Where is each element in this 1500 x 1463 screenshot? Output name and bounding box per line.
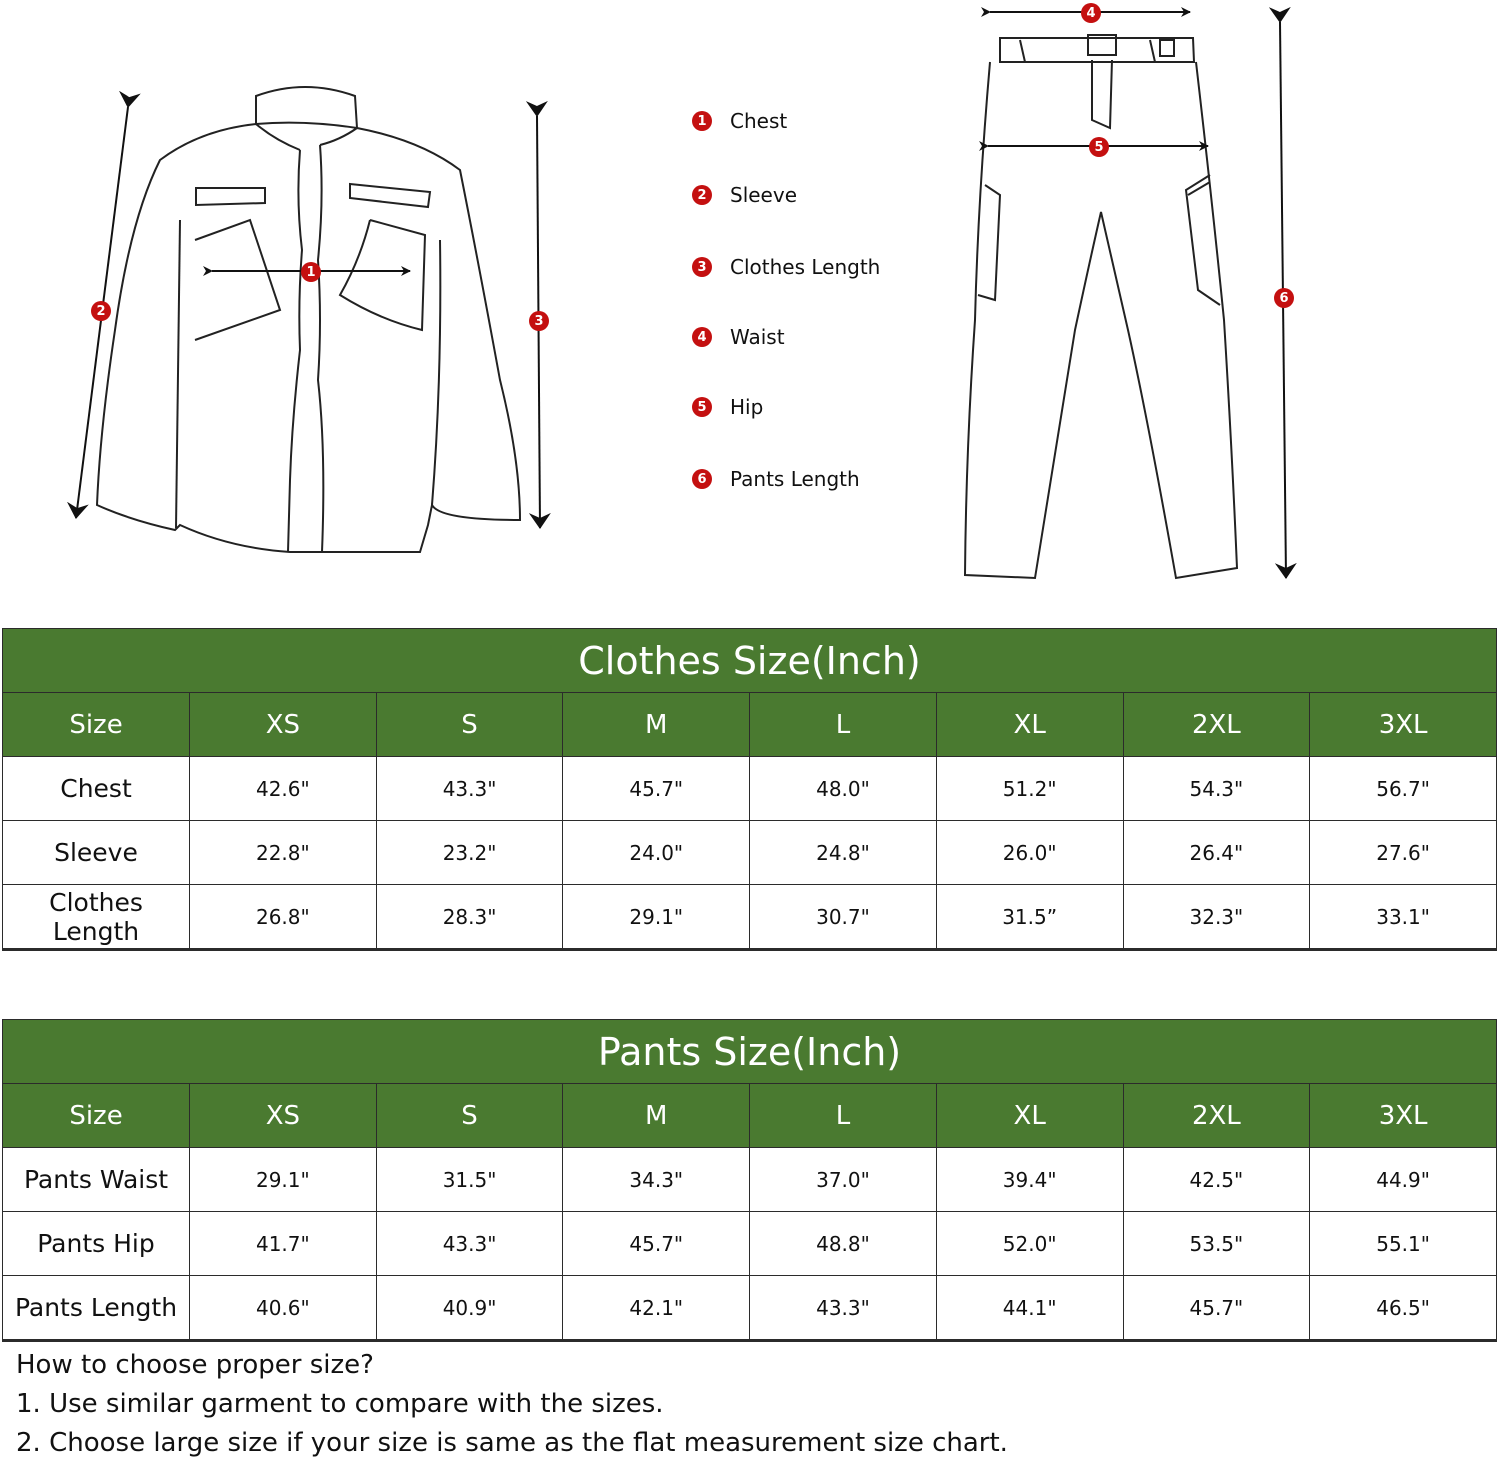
table-row <box>3 1276 1497 1341</box>
notes-line-1: 1. Use similar garment to compare with the sizes. <box>16 1389 664 1419</box>
table-cell: 28.3" <box>376 885 563 950</box>
notes-heading: How to choose proper size? <box>16 1350 374 1380</box>
table-cell: 51.2" <box>936 757 1123 821</box>
legend-number: 4 <box>692 327 712 347</box>
table-cell: 44.9" <box>1310 1148 1497 1212</box>
sleeve-marker: 2 <box>91 301 111 321</box>
table-cell: 40.6" <box>190 1276 377 1341</box>
table-cell: 53.5" <box>1123 1212 1310 1276</box>
table-cell: 46.5" <box>1310 1276 1497 1341</box>
pants-length-marker: 6 <box>1274 288 1294 308</box>
table-cell: 45.7" <box>563 1212 750 1276</box>
row-label: Chest <box>3 757 190 821</box>
pants-size-table <box>2 1019 1497 1342</box>
table-cell: 33.1" <box>1310 885 1497 950</box>
table-cell: 42.1" <box>563 1276 750 1341</box>
table-cell: 43.3" <box>750 1276 937 1341</box>
row-label: Sleeve <box>3 821 190 885</box>
notes-line-2: 2. Choose large size if your size is same as the flat measurement size chart. <box>16 1428 1008 1458</box>
table-cell: 23.2" <box>376 821 563 885</box>
legend-number: 2 <box>692 185 712 205</box>
header-cell: M <box>563 693 750 757</box>
legend-number: 3 <box>692 257 712 277</box>
table-cell: 26.4" <box>1123 821 1310 885</box>
garment-illustration <box>0 0 1500 600</box>
table-cell: 41.7" <box>190 1212 377 1276</box>
table-cell: 52.0" <box>936 1212 1123 1276</box>
table-cell: 39.4" <box>936 1148 1123 1212</box>
table-row <box>3 757 1497 821</box>
table-title-row <box>3 1020 1497 1084</box>
legend-item-clothes-length <box>692 254 880 280</box>
legend-label: Chest <box>730 109 788 133</box>
table-cell: 26.0" <box>936 821 1123 885</box>
table-cell: 34.3" <box>563 1148 750 1212</box>
table-header-row <box>3 693 1497 757</box>
clothes-size-table <box>2 628 1497 951</box>
table-cell: 44.1" <box>936 1276 1123 1341</box>
legend-number: 6 <box>692 469 712 489</box>
table-cell: 26.8" <box>190 885 377 950</box>
table-cell: 24.0" <box>563 821 750 885</box>
table-cell: 42.6" <box>190 757 377 821</box>
table-header-row <box>3 1084 1497 1148</box>
header-cell: XL <box>936 693 1123 757</box>
table-cell: 31.5” <box>936 885 1123 950</box>
header-cell: M <box>563 1084 750 1148</box>
table-cell: 45.7" <box>1123 1276 1310 1341</box>
table-row <box>3 1212 1497 1276</box>
table-cell: 40.9" <box>376 1276 563 1341</box>
header-cell: S <box>376 693 563 757</box>
header-cell: Size <box>3 693 190 757</box>
table-cell: 48.8" <box>750 1212 937 1276</box>
header-cell: 3XL <box>1310 1084 1497 1148</box>
table-cell: 32.3" <box>1123 885 1310 950</box>
waist-marker: 4 <box>1081 3 1101 23</box>
table-cell: 43.3" <box>376 757 563 821</box>
table-row <box>3 1148 1497 1212</box>
table-cell: 29.1" <box>190 1148 377 1212</box>
row-label: Pants Waist <box>3 1148 190 1212</box>
clothes-table-title: Clothes Size(Inch) <box>3 629 1497 693</box>
header-cell: L <box>750 693 937 757</box>
table-cell: 45.7" <box>563 757 750 821</box>
legend-item-hip <box>692 394 763 420</box>
table-cell: 27.6" <box>1310 821 1497 885</box>
legend-number: 1 <box>692 111 712 131</box>
header-cell: L <box>750 1084 937 1148</box>
table-cell: 30.7" <box>750 885 937 950</box>
row-label: Pants Hip <box>3 1212 190 1276</box>
legend-item-pants-length <box>692 466 860 492</box>
legend-number: 5 <box>692 397 712 417</box>
header-cell: S <box>376 1084 563 1148</box>
table-cell: 42.5" <box>1123 1148 1310 1212</box>
header-cell: Size <box>3 1084 190 1148</box>
legend-label: Clothes Length <box>730 255 881 279</box>
table-row <box>3 821 1497 885</box>
table-cell: 22.8" <box>190 821 377 885</box>
table-cell: 29.1" <box>563 885 750 950</box>
table-cell: 31.5" <box>376 1148 563 1212</box>
pants-drawing <box>965 35 1237 578</box>
legend-label: Sleeve <box>730 183 798 207</box>
chest-marker: 1 <box>301 262 321 282</box>
clothes-length-marker: 3 <box>529 311 549 331</box>
table-cell: 55.1" <box>1310 1212 1497 1276</box>
table-cell: 56.7" <box>1310 757 1497 821</box>
legend-label: Waist <box>730 325 785 349</box>
header-cell: 2XL <box>1123 1084 1310 1148</box>
table-cell: 24.8" <box>750 821 937 885</box>
table-row <box>3 885 1497 950</box>
header-cell: 3XL <box>1310 693 1497 757</box>
legend-item-sleeve <box>692 182 797 208</box>
pants-table-title: Pants Size(Inch) <box>3 1020 1497 1084</box>
header-cell: XL <box>936 1084 1123 1148</box>
table-cell: 54.3" <box>1123 757 1310 821</box>
header-cell: XS <box>190 1084 377 1148</box>
table-cell: 48.0" <box>750 757 937 821</box>
header-cell: XS <box>190 693 377 757</box>
table-title-row <box>3 629 1497 693</box>
legend-label: Hip <box>730 395 764 419</box>
row-label: Pants Length <box>3 1276 190 1341</box>
row-label: Clothes Length <box>3 885 190 950</box>
header-cell: 2XL <box>1123 693 1310 757</box>
jacket-drawing <box>97 87 520 552</box>
hip-marker: 5 <box>1089 137 1109 157</box>
legend-label: Pants Length <box>730 467 860 491</box>
legend-item-chest <box>692 108 787 134</box>
legend-item-waist <box>692 324 785 350</box>
table-cell: 37.0" <box>750 1148 937 1212</box>
table-cell: 43.3" <box>376 1212 563 1276</box>
